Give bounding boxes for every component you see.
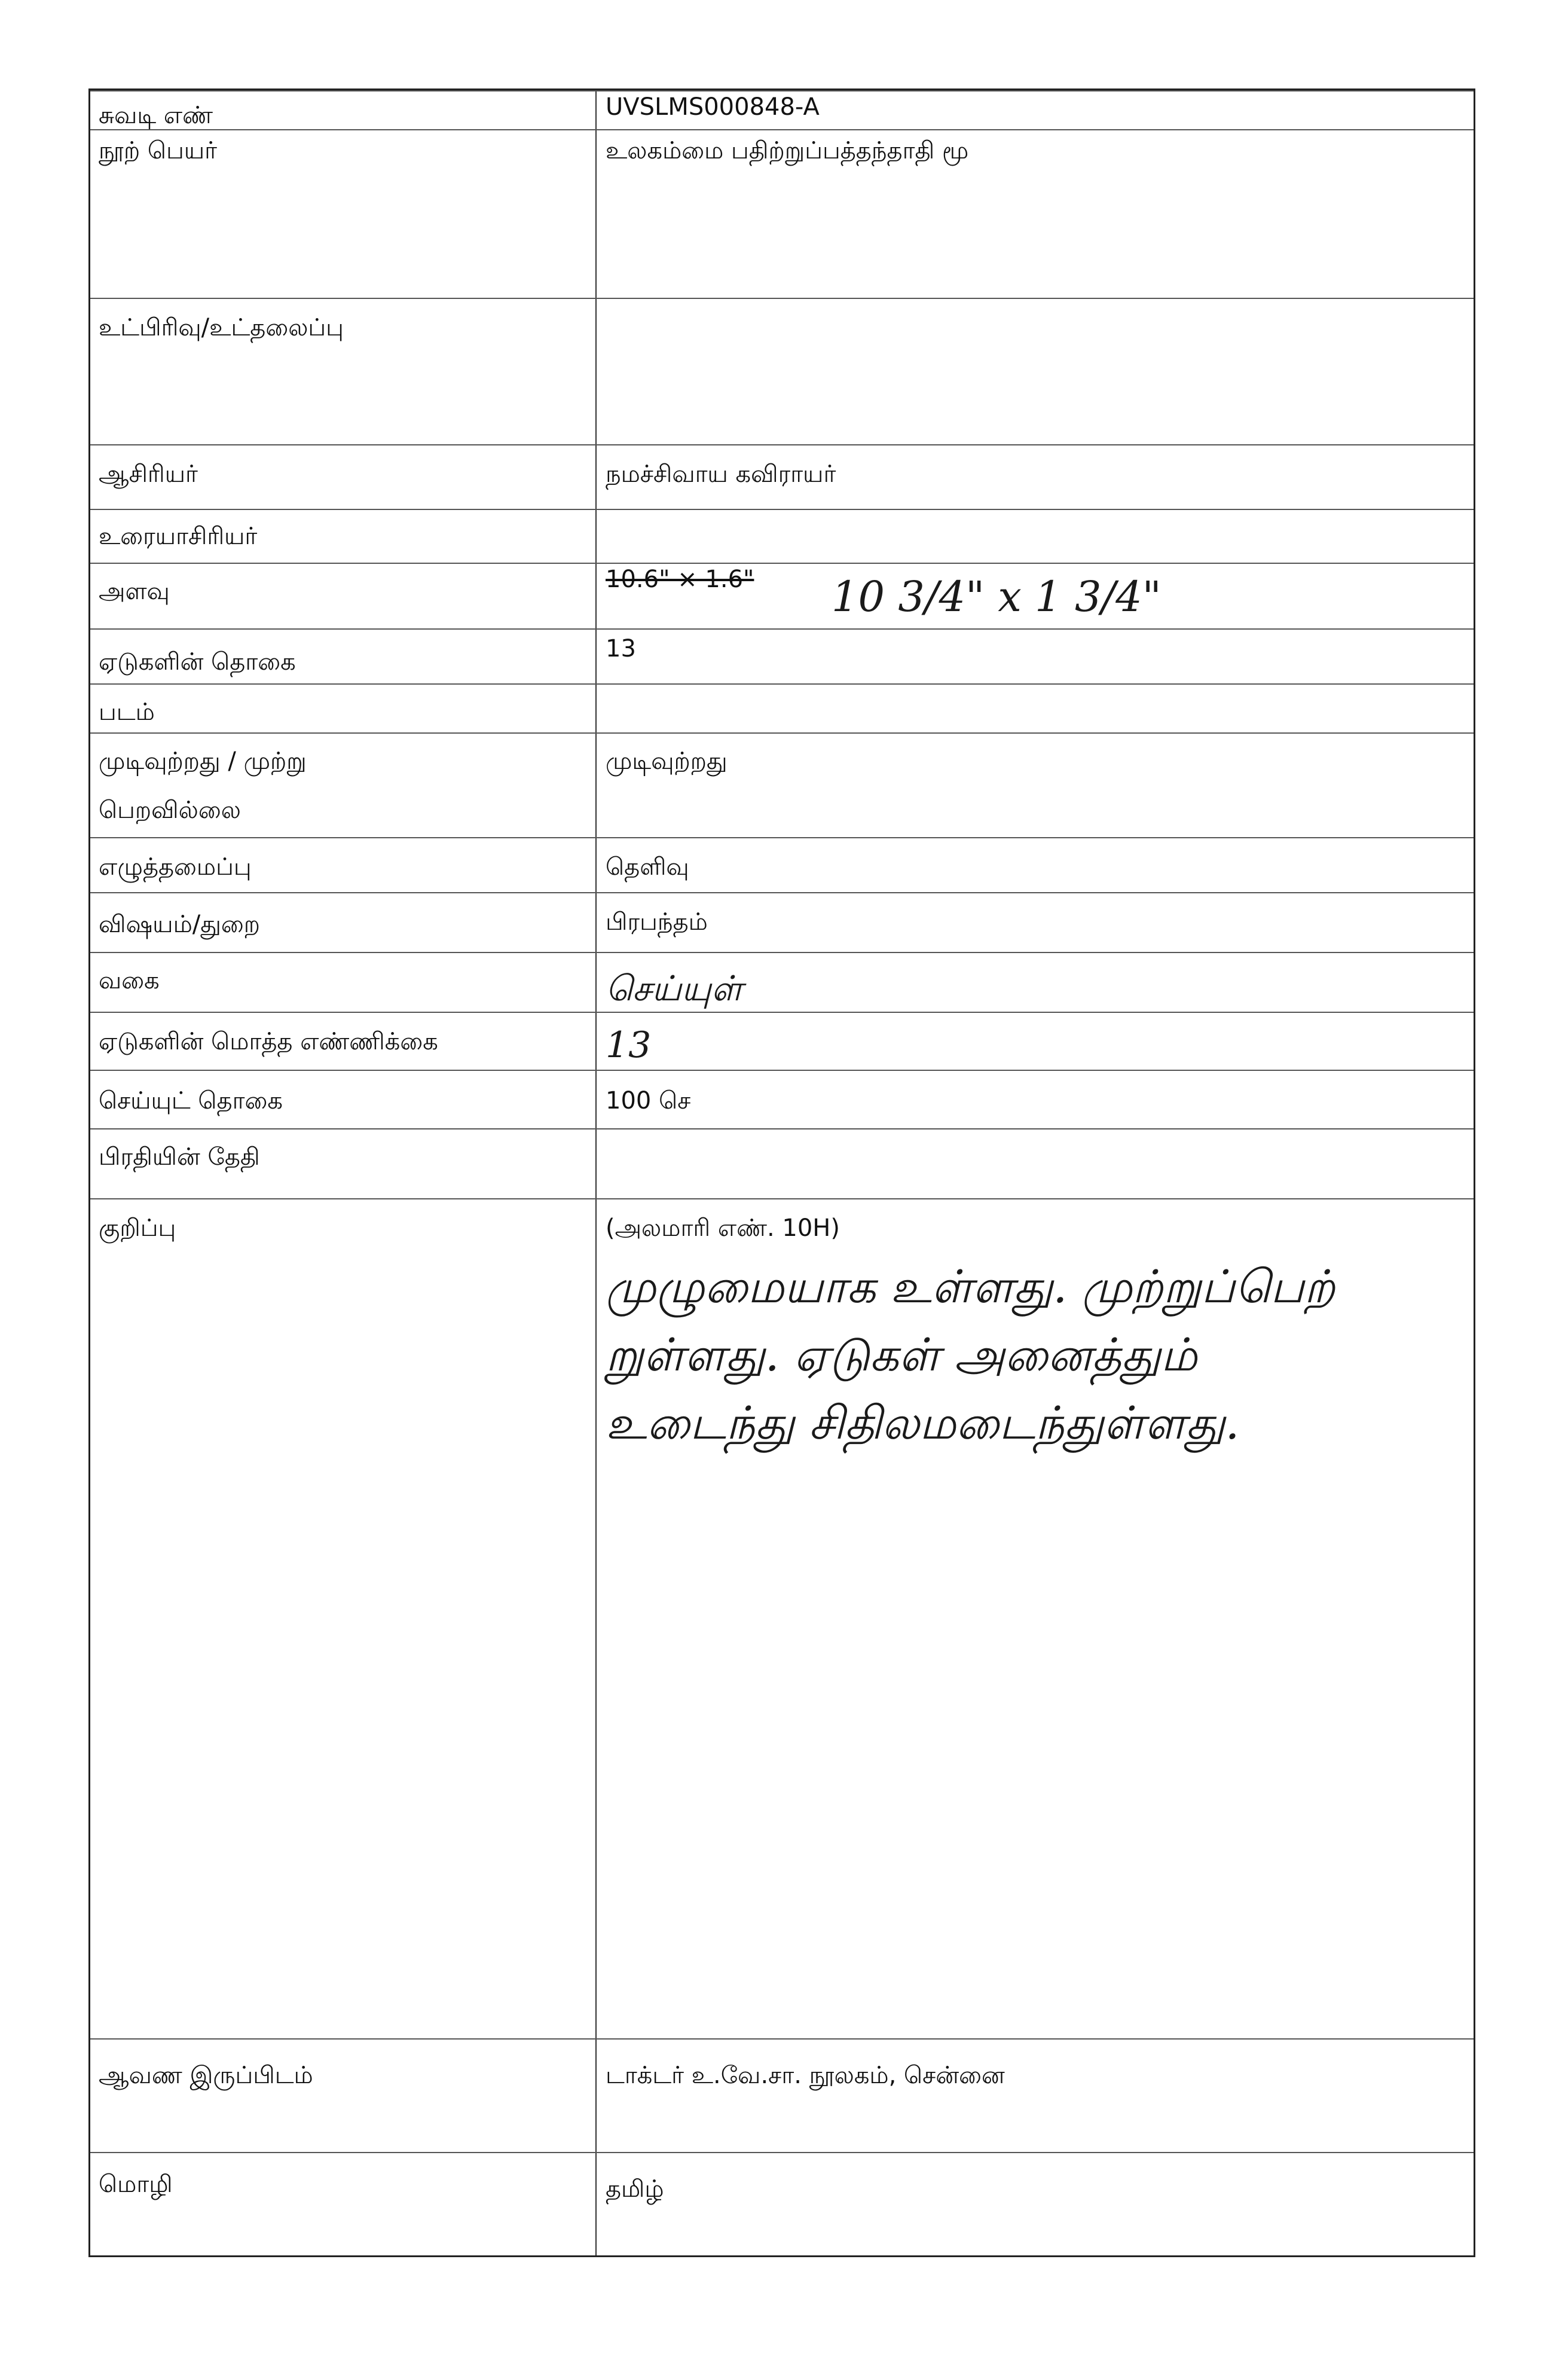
field-label: படம் xyxy=(99,698,155,726)
handwritten-value: செய்யுள் xyxy=(606,968,743,1009)
field-label: மொழி xyxy=(99,2170,173,2198)
field-label: வகை xyxy=(99,967,160,994)
field-value: உலகம்மை பதிற்றுப்பத்தந்தாதி மூ xyxy=(606,137,969,164)
field-value: முடிவுற்றது xyxy=(606,747,728,775)
field-value: பிரபந்தம் xyxy=(606,908,708,936)
field-value: 100 செ xyxy=(606,1087,691,1115)
field-label: குறிப்பு xyxy=(99,1214,176,1242)
field-value: 13 xyxy=(606,635,636,663)
row-subject xyxy=(90,892,1474,953)
field-value: தமிழ் xyxy=(606,2175,664,2203)
field-label: ஆசிரியர் xyxy=(99,460,198,488)
row-type xyxy=(90,952,1474,1013)
handwritten-value: 10 3/4" x 1 3/4" xyxy=(832,572,1162,621)
row-picture xyxy=(90,683,1474,734)
field-label: விஷயம்/துறை xyxy=(99,911,260,938)
field-label: பிரதியின் தேதி xyxy=(99,1143,260,1171)
row-total-leaves xyxy=(90,1012,1474,1071)
row-verse-count xyxy=(90,1070,1474,1129)
field-value: UVSLMS000848-A xyxy=(606,93,820,121)
field-label: எழுத்தமைப்பு xyxy=(99,853,252,881)
row-copy-date xyxy=(90,1128,1474,1199)
handwritten-value: 13 xyxy=(606,1024,652,1066)
field-label: நூற் பெயர் xyxy=(99,137,218,164)
field-label-continued: பெறவில்லை xyxy=(99,796,241,824)
field-value: தெளிவு xyxy=(606,853,689,881)
handwritten-note-line: முழுமையாக உள்ளது. முற்றுப்பெற் xyxy=(606,1260,1335,1313)
field-value: (அலமாரி எண். 10H) xyxy=(606,1214,840,1242)
field-label: உட்பிரிவு/உட்தலைப்பு xyxy=(99,314,344,341)
field-label: சுவடி எண் xyxy=(99,102,213,129)
row-dimensions xyxy=(90,563,1474,630)
row-leaf-count xyxy=(90,628,1474,685)
field-value: நமச்சிவாய கவிராயர் xyxy=(606,460,836,488)
row-commentator xyxy=(90,509,1474,564)
field-value: டாக்டர் உ.வே.சா. நூலகம், சென்னை xyxy=(606,2062,1005,2089)
field-label: முடிவுற்றது / முற்று xyxy=(99,747,307,775)
row-notes xyxy=(90,1198,1474,2040)
field-label: உரையாசிரியர் xyxy=(99,523,258,550)
field-label: ஏடுகளின் தொகை xyxy=(99,648,296,676)
row-author xyxy=(90,444,1474,510)
struck-value: 10.6" × 1.6" xyxy=(606,566,754,593)
catalogue-sheet xyxy=(88,88,1475,2257)
row-manuscript-number xyxy=(90,90,1474,130)
row-language xyxy=(90,2152,1474,2258)
field-label: ஏடுகளின் மொத்த எண்ணிக்கை xyxy=(99,1028,438,1055)
handwritten-note-line: உடைந்து சிதிலமடைந்துள்ளது. xyxy=(606,1396,1240,1449)
row-completion xyxy=(90,732,1474,838)
row-title xyxy=(90,129,1474,299)
row-script xyxy=(90,837,1474,893)
row-archive-location xyxy=(90,2038,1474,2153)
row-subdivision xyxy=(90,298,1474,445)
field-label: அளவு xyxy=(99,578,170,605)
field-label: செய்யுட் தொகை xyxy=(99,1087,283,1115)
handwritten-note-line: றுள்ளது. ஏடுகள் அனைத்தும் xyxy=(606,1328,1197,1381)
field-label: ஆவண இருப்பிடம் xyxy=(99,2062,313,2089)
